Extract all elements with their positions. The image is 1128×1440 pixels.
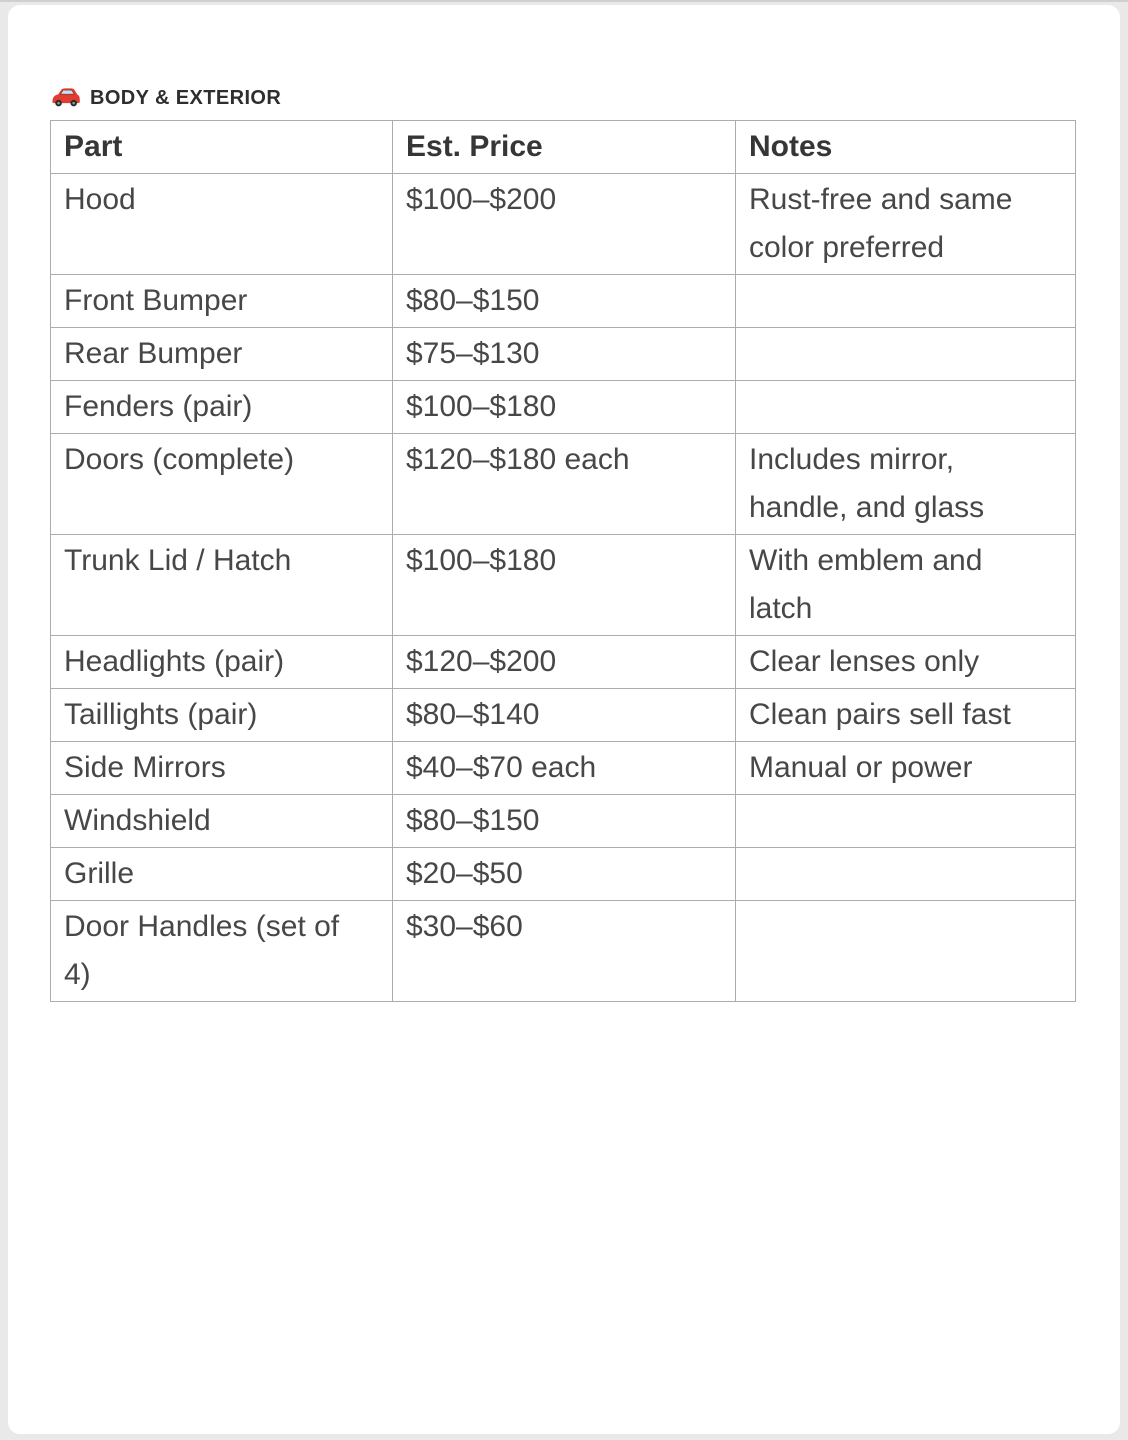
parts-table: [50, 120, 1076, 1002]
cell-text: $80–$140: [406, 698, 540, 731]
table-row: [51, 901, 1076, 1002]
cell-text: Rust-free and same color preferred: [749, 183, 1013, 264]
cell-notes[interactable]: [736, 689, 1076, 742]
table-row: [51, 381, 1076, 434]
cell-price[interactable]: [393, 901, 736, 1002]
cell-notes[interactable]: [736, 742, 1076, 795]
cell-text: $100–$200: [406, 183, 557, 216]
cell-text: Doors (complete): [64, 443, 295, 476]
table-row: [51, 636, 1076, 689]
cell-text: Clear lenses only: [749, 645, 980, 678]
cell-part[interactable]: [51, 795, 393, 848]
cell-text: Fenders (pair): [64, 390, 253, 423]
cell-text: $100–$180: [406, 544, 557, 577]
column-header-part[interactable]: Part: [51, 121, 393, 174]
cell-price[interactable]: [393, 689, 736, 742]
cell-part[interactable]: [51, 434, 393, 535]
table-row: [51, 795, 1076, 848]
document-content: [8, 5, 1120, 1002]
cell-price[interactable]: [393, 275, 736, 328]
cell-notes[interactable]: [736, 848, 1076, 901]
document-card: [8, 5, 1120, 1434]
cell-part[interactable]: [51, 901, 393, 1002]
cell-text: $75–$130: [406, 337, 540, 370]
cell-text: $80–$150: [406, 804, 540, 837]
cell-notes[interactable]: [736, 275, 1076, 328]
cell-price[interactable]: [393, 434, 736, 535]
table-body: [51, 174, 1076, 1002]
cell-text: $40–$70 each: [406, 751, 597, 784]
cell-notes[interactable]: [736, 901, 1076, 1002]
cell-price[interactable]: [393, 174, 736, 275]
cell-notes[interactable]: [736, 434, 1076, 535]
cell-text: $80–$150: [406, 284, 540, 317]
cell-part[interactable]: [51, 636, 393, 689]
cell-text: Door Handles (set of 4): [64, 910, 340, 991]
table-row: [51, 174, 1076, 275]
cell-text: $30–$60: [406, 910, 523, 943]
cell-text: $100–$180: [406, 390, 557, 423]
cell-part[interactable]: [51, 328, 393, 381]
cell-price[interactable]: [393, 795, 736, 848]
section-heading[interactable]: [50, 82, 1120, 112]
cell-text: Headlights (pair): [64, 645, 285, 678]
cell-notes[interactable]: [736, 535, 1076, 636]
cell-part[interactable]: [51, 848, 393, 901]
cell-text: $120–$200: [406, 645, 557, 678]
table-row: [51, 535, 1076, 636]
cell-text: Clean pairs sell fast: [749, 698, 1011, 731]
cell-notes[interactable]: [736, 381, 1076, 434]
cell-part[interactable]: [51, 689, 393, 742]
table-row: [51, 848, 1076, 901]
cell-part[interactable]: [51, 275, 393, 328]
header-row: [51, 121, 1076, 174]
cell-part[interactable]: [51, 174, 393, 275]
cell-price[interactable]: [393, 742, 736, 795]
cell-price[interactable]: [393, 535, 736, 636]
cell-text: Taillights (pair): [64, 698, 258, 731]
cell-text: $20–$50: [406, 857, 523, 890]
section-title[interactable]: BODY & EXTERIOR: [90, 86, 282, 109]
cell-notes[interactable]: [736, 174, 1076, 275]
table-row: [51, 275, 1076, 328]
table-row: [51, 689, 1076, 742]
cell-price[interactable]: [393, 381, 736, 434]
table-row: [51, 328, 1076, 381]
cell-price[interactable]: [393, 328, 736, 381]
table-row: [51, 742, 1076, 795]
cell-text: Grille: [64, 857, 135, 890]
cell-price[interactable]: [393, 848, 736, 901]
table-row: [51, 434, 1076, 535]
cell-price[interactable]: [393, 636, 736, 689]
cell-part[interactable]: [51, 381, 393, 434]
cell-notes[interactable]: [736, 795, 1076, 848]
cell-notes[interactable]: [736, 636, 1076, 689]
car-icon: [50, 85, 81, 109]
cell-text: Manual or power: [749, 751, 973, 784]
cell-text: $120–$180 each: [406, 443, 630, 476]
cell-text: With emblem and latch: [749, 544, 983, 625]
cell-text: Trunk Lid / Hatch: [64, 544, 292, 577]
cell-text: Side Mirrors: [64, 751, 226, 784]
cell-text: Front Bumper: [64, 284, 248, 317]
cell-text: Hood: [64, 183, 136, 216]
cell-part[interactable]: [51, 742, 393, 795]
cell-text: Includes mirror, handle, and glass: [749, 443, 985, 524]
cell-notes[interactable]: [736, 328, 1076, 381]
cell-part[interactable]: [51, 535, 393, 636]
column-header-notes[interactable]: Notes: [736, 121, 1076, 174]
cell-text: Rear Bumper: [64, 337, 243, 370]
cell-text: Windshield: [64, 804, 211, 837]
column-header-price[interactable]: Est. Price: [393, 121, 736, 174]
